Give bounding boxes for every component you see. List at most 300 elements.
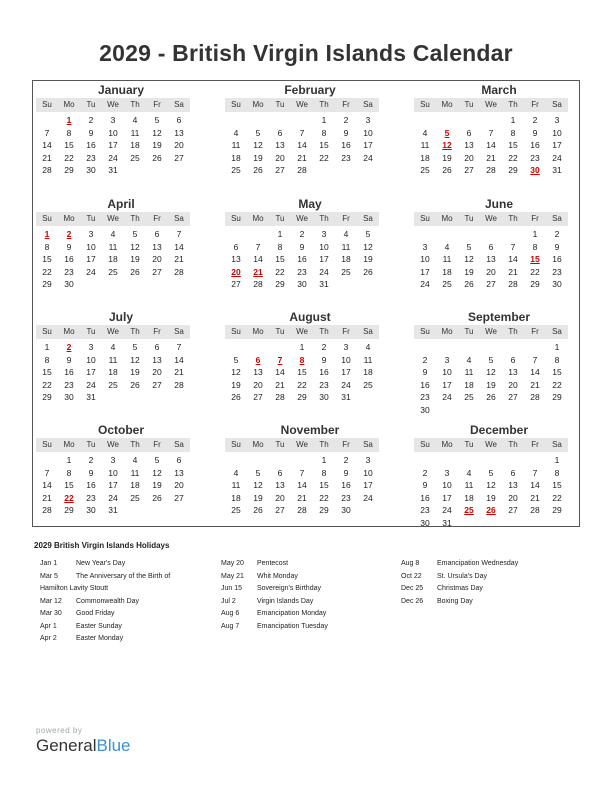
day-cell xyxy=(168,278,190,291)
day-cell: 1 xyxy=(554,342,560,352)
week-row xyxy=(36,504,190,517)
day-cell: 15 xyxy=(275,254,285,264)
day-cell: 22 xyxy=(64,152,74,163)
day-cell: 28 xyxy=(174,379,184,390)
month-may xyxy=(225,197,379,291)
day-cell xyxy=(524,341,546,354)
day-cell: 7 xyxy=(510,241,516,252)
day-cell: 10 xyxy=(86,241,96,252)
week-row xyxy=(225,164,379,177)
week-row xyxy=(36,253,190,266)
day-cell: 30 xyxy=(64,279,74,289)
day-cell: 17 xyxy=(552,140,562,150)
day-cell: 30 xyxy=(86,505,96,515)
day-cell: 9 xyxy=(321,354,327,365)
holiday-item xyxy=(401,571,518,584)
day-cell: 18 xyxy=(420,152,430,163)
holiday-item xyxy=(221,621,328,634)
day-cell: 7 xyxy=(44,127,50,138)
day-cell xyxy=(168,164,190,177)
weekday-header xyxy=(414,98,568,112)
holiday-name: The Anniversary of the Birth of xyxy=(76,572,171,580)
day-cell xyxy=(414,454,436,467)
day-cell: 13 xyxy=(275,480,285,490)
day-cell: 19 xyxy=(464,266,474,277)
weekday-header xyxy=(414,325,568,339)
month-name: September xyxy=(467,310,531,324)
weekday-label: Tu xyxy=(275,440,285,449)
day-cell xyxy=(458,517,480,530)
day-cell: 15 xyxy=(319,140,329,150)
month-name: January xyxy=(97,83,145,97)
day-cell: 29 xyxy=(42,392,52,402)
week-row xyxy=(225,366,379,379)
day-cell: 10 xyxy=(442,367,452,377)
day-cell: 16 xyxy=(86,480,96,490)
day-cell: 26 xyxy=(486,392,496,402)
day-cell: 6 xyxy=(510,467,516,478)
week-row xyxy=(36,114,190,127)
weekday-label: Fr xyxy=(153,440,161,449)
day-cell xyxy=(335,164,357,177)
weekday-label: Th xyxy=(508,100,518,109)
week-row xyxy=(36,354,190,367)
day-cell xyxy=(458,114,480,127)
month-january xyxy=(36,83,190,177)
weekday-label: Fr xyxy=(342,327,350,336)
day-cell: 21 xyxy=(530,379,540,390)
day-cell: 24 xyxy=(108,492,118,503)
day-cell: 18 xyxy=(341,254,351,264)
holiday-name: Pentecost xyxy=(257,560,289,567)
week-row xyxy=(414,266,568,279)
day-cell: 12 xyxy=(253,140,263,150)
day-cell: 3 xyxy=(88,229,94,239)
day-cell xyxy=(414,341,436,354)
weekday-label: Tu xyxy=(86,100,96,109)
month-name: October xyxy=(97,423,144,437)
month-october xyxy=(36,423,190,517)
day-cell: 21 xyxy=(174,254,184,264)
day-cell: 28 xyxy=(530,392,540,402)
holiday-day-cell: 15 xyxy=(530,254,540,264)
day-cell: 4 xyxy=(343,229,349,239)
day-cell xyxy=(146,164,168,177)
day-cell: 20 xyxy=(275,492,285,503)
day-cell: 1 xyxy=(510,115,516,125)
day-cell: 7 xyxy=(44,467,50,478)
week-row xyxy=(36,454,190,467)
day-cell: 2 xyxy=(299,229,305,239)
day-cell: 8 xyxy=(66,467,72,478)
weekday-label: We xyxy=(485,327,497,336)
weekday-label: Fr xyxy=(153,100,161,109)
day-cell: 16 xyxy=(319,367,329,377)
weekday-label: Th xyxy=(130,440,140,449)
day-cell xyxy=(502,454,524,467)
day-cell: 25 xyxy=(108,379,118,390)
day-cell: 18 xyxy=(108,367,118,377)
day-cell: 11 xyxy=(464,367,474,377)
day-cell: 27 xyxy=(253,392,263,402)
day-cell: 30 xyxy=(86,165,96,175)
day-cell: 24 xyxy=(319,266,329,277)
day-cell xyxy=(124,278,146,291)
day-cell: 9 xyxy=(66,354,72,365)
day-cell: 25 xyxy=(442,279,452,289)
day-cell xyxy=(247,114,269,127)
day-cell xyxy=(357,504,379,517)
day-cell: 20 xyxy=(508,379,518,390)
day-cell: 4 xyxy=(233,467,239,478)
weekday-label: Mo xyxy=(441,440,453,449)
weekday-label: Mo xyxy=(252,100,264,109)
day-cell: 6 xyxy=(488,241,494,252)
day-cell: 23 xyxy=(86,492,96,503)
week-row xyxy=(414,366,568,379)
weekday-label: Tu xyxy=(275,214,285,223)
holiday-day-cell: 22 xyxy=(64,492,74,503)
day-cell: 3 xyxy=(110,455,116,465)
day-cell: 13 xyxy=(253,367,263,377)
day-cell: 20 xyxy=(174,480,184,490)
holiday-day-cell: 21 xyxy=(253,266,263,277)
day-cell: 10 xyxy=(108,467,118,478)
weekday-label: Sa xyxy=(363,214,373,223)
day-cell: 20 xyxy=(253,379,263,390)
day-cell: 23 xyxy=(420,505,430,515)
day-cell: 28 xyxy=(275,392,285,402)
brand-logo[interactable] xyxy=(36,726,131,756)
day-cell: 16 xyxy=(530,140,540,150)
holiday-day-cell: 25 xyxy=(464,505,474,515)
weekday-label: Tu xyxy=(275,327,285,336)
day-cell xyxy=(458,341,480,354)
month-days xyxy=(225,112,379,177)
day-cell: 17 xyxy=(319,254,329,264)
day-cell: 9 xyxy=(299,241,305,252)
day-cell: 2 xyxy=(343,455,349,465)
week-row xyxy=(36,366,190,379)
month-september xyxy=(414,310,568,416)
day-cell: 30 xyxy=(420,517,430,528)
day-cell: 7 xyxy=(488,127,494,138)
day-cell: 7 xyxy=(299,467,305,478)
holiday-date: Aug 7 xyxy=(221,622,240,630)
day-cell: 16 xyxy=(341,480,351,490)
day-cell: 4 xyxy=(132,115,138,125)
day-cell: 9 xyxy=(343,467,349,478)
day-cell: 17 xyxy=(420,266,430,277)
week-row xyxy=(225,379,379,392)
day-cell: 25 xyxy=(231,165,241,175)
day-cell: 19 xyxy=(363,254,373,264)
week-row xyxy=(36,228,190,241)
day-cell: 19 xyxy=(486,379,496,390)
day-cell: 1 xyxy=(277,229,283,239)
day-cell: 30 xyxy=(319,392,329,402)
day-cell: 16 xyxy=(86,140,96,150)
week-row xyxy=(36,379,190,392)
day-cell: 29 xyxy=(319,505,329,515)
day-cell: 17 xyxy=(86,254,96,264)
brand-name-part2: Blue xyxy=(96,736,131,755)
day-cell: 19 xyxy=(130,254,140,264)
month-november xyxy=(225,423,379,517)
holiday-day-cell: 12 xyxy=(442,140,452,150)
day-cell: 27 xyxy=(464,165,474,175)
day-cell xyxy=(502,517,524,530)
day-cell xyxy=(225,228,247,241)
day-cell: 6 xyxy=(510,354,516,365)
holiday-name: Commonwealth Day xyxy=(76,597,140,605)
day-cell: 18 xyxy=(231,152,241,163)
week-row xyxy=(36,492,190,505)
day-cell: 29 xyxy=(42,279,52,289)
weekday-label: Sa xyxy=(363,100,373,109)
weekday-label: Su xyxy=(231,100,241,109)
weekday-header xyxy=(225,98,379,112)
month-name: May xyxy=(298,197,322,211)
day-cell: 29 xyxy=(297,392,307,402)
week-row xyxy=(414,467,568,480)
powered-by-text: powered by xyxy=(36,726,83,735)
holiday-day-cell: 2 xyxy=(66,229,72,239)
weekday-label: Tu xyxy=(86,327,96,336)
day-cell: 5 xyxy=(154,455,160,465)
day-cell: 28 xyxy=(486,165,496,175)
day-cell: 23 xyxy=(64,379,74,390)
day-cell: 8 xyxy=(44,354,50,365)
day-cell: 18 xyxy=(108,254,118,264)
day-cell xyxy=(124,164,146,177)
month-name: March xyxy=(481,83,517,97)
day-cell: 17 xyxy=(108,480,118,490)
day-cell: 30 xyxy=(341,505,351,515)
day-cell xyxy=(524,517,546,530)
holiday-date: Dec 26 xyxy=(401,597,424,605)
holiday-name: Easter Monday xyxy=(76,635,124,642)
holiday-date: Mar 12 xyxy=(40,597,62,605)
holiday-name: St. Ursula's Day xyxy=(437,572,487,580)
weekday-label: Tu xyxy=(86,214,96,223)
day-cell: 26 xyxy=(253,165,263,175)
weekday-label: We xyxy=(107,100,119,109)
day-cell: 26 xyxy=(130,379,140,390)
holiday-item xyxy=(40,633,170,646)
holiday-item xyxy=(40,596,170,609)
weekday-label: Th xyxy=(319,327,329,336)
day-cell: 14 xyxy=(275,367,285,377)
day-cell: 25 xyxy=(231,505,241,515)
day-cell: 22 xyxy=(42,379,52,390)
day-cell: 15 xyxy=(42,254,52,264)
holiday-day-cell: 20 xyxy=(231,266,241,277)
day-cell: 28 xyxy=(297,165,307,175)
holiday-day-cell: 1 xyxy=(44,229,50,239)
weekday-header xyxy=(225,438,379,452)
day-cell: 10 xyxy=(363,127,373,138)
week-row xyxy=(36,241,190,254)
day-cell xyxy=(247,454,269,467)
day-cell: 14 xyxy=(253,254,263,264)
day-cell xyxy=(502,228,524,241)
day-cell: 14 xyxy=(42,140,52,150)
weekday-header xyxy=(36,212,190,226)
day-cell: 25 xyxy=(464,392,474,402)
day-cell: 11 xyxy=(363,354,373,365)
day-cell: 20 xyxy=(275,152,285,163)
day-cell: 21 xyxy=(508,266,518,277)
weekday-label: Tu xyxy=(275,100,285,109)
day-cell: 27 xyxy=(174,152,184,163)
day-cell: 31 xyxy=(552,165,562,175)
day-cell: 11 xyxy=(231,140,241,150)
day-cell: 2 xyxy=(88,115,94,125)
day-cell: 6 xyxy=(233,241,239,252)
day-cell: 10 xyxy=(319,241,329,252)
day-cell: 1 xyxy=(44,342,50,352)
month-days xyxy=(36,226,190,291)
weekday-label: Su xyxy=(420,214,430,223)
day-cell xyxy=(291,114,313,127)
day-cell: 13 xyxy=(275,140,285,150)
week-row xyxy=(225,504,379,517)
day-cell: 24 xyxy=(442,392,452,402)
week-row xyxy=(414,404,568,417)
day-cell: 23 xyxy=(319,379,329,390)
holiday-name: Boxing Day xyxy=(437,597,473,605)
holiday-item xyxy=(221,596,328,609)
holiday-item xyxy=(40,558,170,571)
page-title: 2029 - British Virgin Islands Calendar xyxy=(99,40,513,66)
day-cell: 24 xyxy=(86,379,96,390)
weekday-label: Su xyxy=(42,214,52,223)
day-cell: 22 xyxy=(275,266,285,277)
holiday-item xyxy=(40,571,170,584)
week-row xyxy=(225,454,379,467)
day-cell: 3 xyxy=(88,342,94,352)
day-cell: 29 xyxy=(275,279,285,289)
weekday-label: Sa xyxy=(174,214,184,223)
week-row xyxy=(225,127,379,140)
day-cell xyxy=(458,454,480,467)
day-cell xyxy=(168,391,190,404)
day-cell: 27 xyxy=(152,379,162,390)
month-days xyxy=(36,452,190,517)
week-row xyxy=(414,504,568,517)
day-cell: 15 xyxy=(297,367,307,377)
day-cell: 11 xyxy=(442,254,452,264)
weekday-header xyxy=(36,438,190,452)
week-row xyxy=(225,266,379,279)
day-cell: 15 xyxy=(64,140,74,150)
weekday-label: Mo xyxy=(441,327,453,336)
weekday-label: Sa xyxy=(174,327,184,336)
day-cell: 26 xyxy=(231,392,241,402)
day-cell: 12 xyxy=(253,480,263,490)
day-cell: 17 xyxy=(86,367,96,377)
brand-name xyxy=(36,736,131,756)
holiday-day-cell: 7 xyxy=(277,354,283,365)
weekday-label: We xyxy=(485,214,497,223)
weekday-header xyxy=(36,325,190,339)
weekday-label: Mo xyxy=(63,100,75,109)
weekday-label: We xyxy=(485,440,497,449)
day-cell: 10 xyxy=(552,127,562,138)
day-cell: 6 xyxy=(277,467,283,478)
day-cell: 16 xyxy=(420,379,430,390)
day-cell: 11 xyxy=(341,241,351,252)
day-cell: 3 xyxy=(343,342,349,352)
day-cell xyxy=(436,404,458,417)
day-cell: 11 xyxy=(420,140,430,150)
day-cell: 6 xyxy=(176,115,182,125)
weekday-label: Sa xyxy=(174,100,184,109)
holiday-column xyxy=(221,558,328,633)
day-cell: 19 xyxy=(253,152,263,163)
holiday-item xyxy=(40,621,170,634)
day-cell: 13 xyxy=(508,480,518,490)
weekday-label: Su xyxy=(42,327,52,336)
day-cell: 8 xyxy=(321,467,327,478)
day-cell xyxy=(480,228,502,241)
day-cell: 1 xyxy=(554,455,560,465)
weekday-label: We xyxy=(107,440,119,449)
day-cell: 20 xyxy=(152,367,162,377)
holiday-date: Mar 30 xyxy=(40,610,62,617)
month-days xyxy=(36,339,190,404)
day-cell: 17 xyxy=(442,379,452,390)
day-cell: 3 xyxy=(422,241,428,252)
day-cell xyxy=(102,391,124,404)
day-cell xyxy=(36,114,58,127)
weekday-label: Th xyxy=(508,327,518,336)
holiday-column xyxy=(40,558,170,646)
day-cell xyxy=(436,114,458,127)
day-cell: 30 xyxy=(64,392,74,402)
weekday-label: We xyxy=(107,327,119,336)
day-cell: 9 xyxy=(554,241,560,252)
week-row xyxy=(414,479,568,492)
day-cell: 12 xyxy=(486,480,496,490)
holiday-date: May 21 xyxy=(221,572,244,580)
day-cell: 27 xyxy=(174,492,184,503)
day-cell: 13 xyxy=(174,467,184,478)
week-row xyxy=(225,391,379,404)
day-cell: 22 xyxy=(297,379,307,390)
week-row xyxy=(225,228,379,241)
holiday-item xyxy=(401,558,518,571)
holiday-date: Apr 1 xyxy=(40,622,57,630)
holiday-item xyxy=(221,571,328,584)
day-cell: 5 xyxy=(365,229,371,239)
holiday-item xyxy=(40,608,170,621)
day-cell xyxy=(124,391,146,404)
day-cell: 25 xyxy=(341,266,351,277)
day-cell: 24 xyxy=(363,492,373,503)
day-cell: 2 xyxy=(88,455,94,465)
weekday-header xyxy=(414,212,568,226)
holiday-name: Christmas Day xyxy=(437,585,483,592)
day-cell: 15 xyxy=(319,480,329,490)
holiday-date: Dec 25 xyxy=(401,585,424,592)
day-cell: 19 xyxy=(486,492,496,503)
day-cell xyxy=(480,114,502,127)
weekday-label: Fr xyxy=(531,100,539,109)
day-cell: 28 xyxy=(174,266,184,277)
month-name: August xyxy=(289,310,331,324)
